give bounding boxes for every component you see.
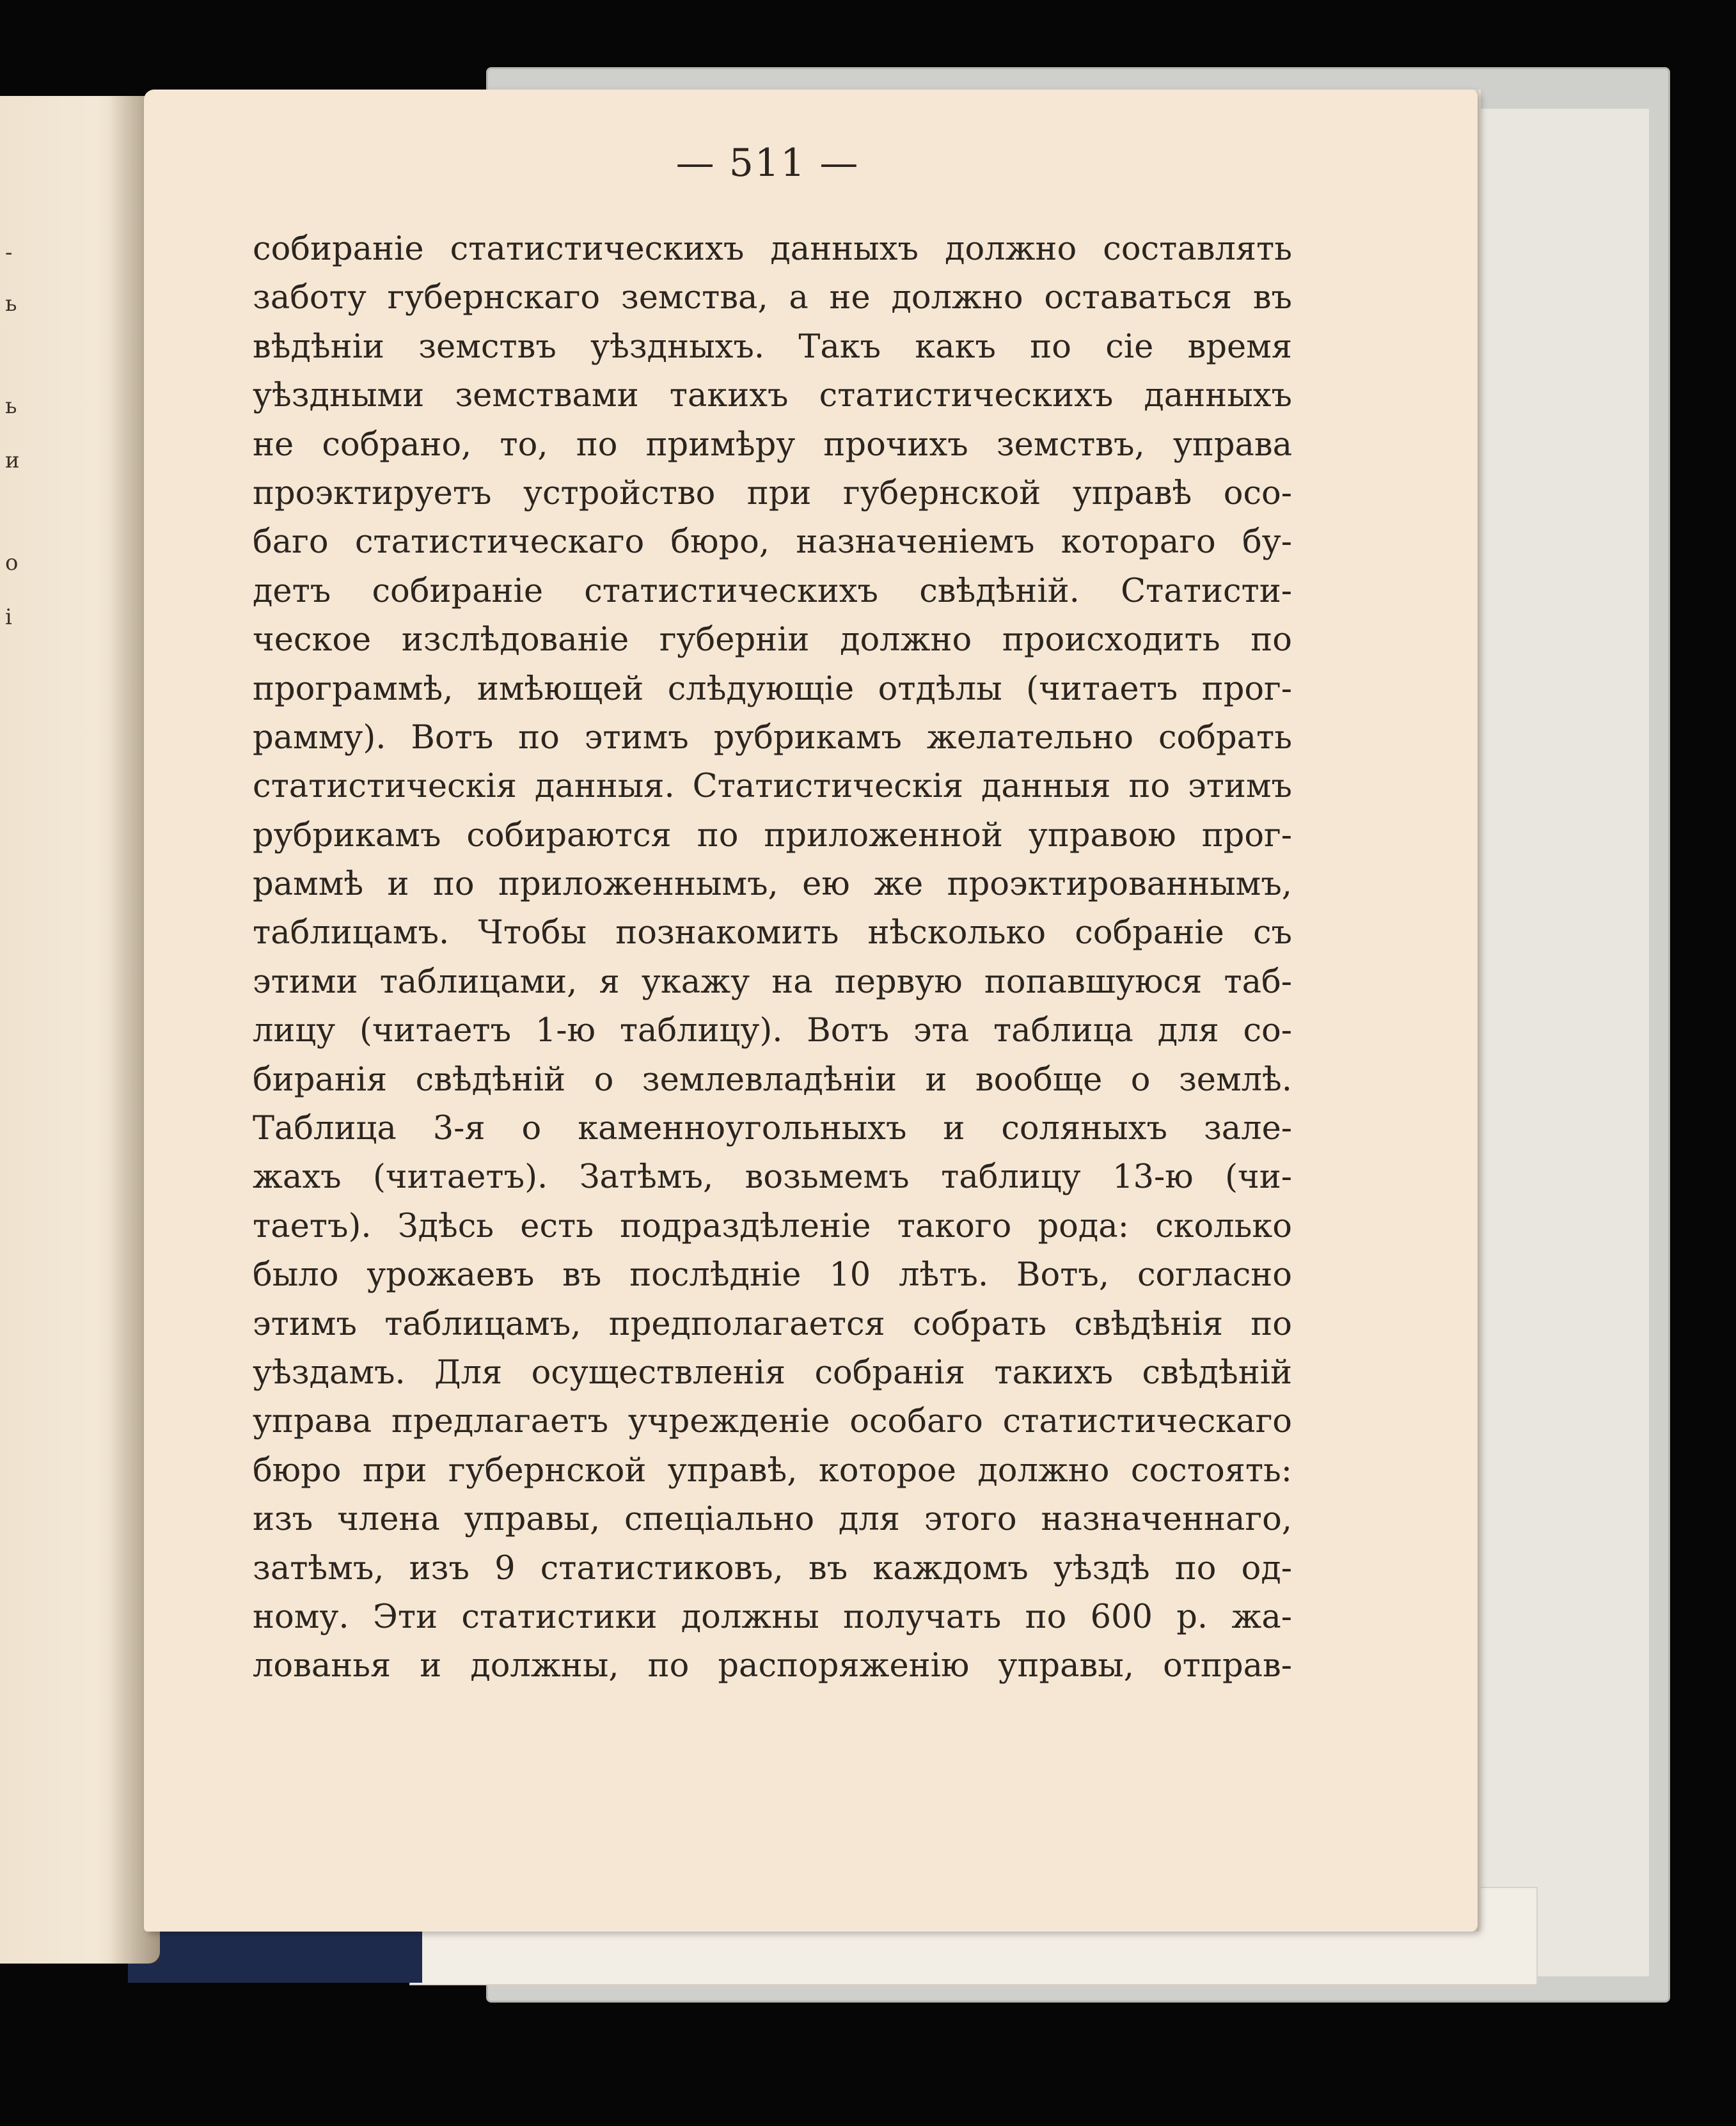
book-endpaper <box>1468 109 1649 1976</box>
text-line: баго статистическаго бюро, назначеніемъ котораго бу- <box>253 523 1292 562</box>
text-line: жахъ (читаетъ). Затѣмъ, возьмемъ таблицу 13-ю (чи- <box>253 1158 1292 1197</box>
text-line: лицу (читаетъ 1-ю таблицу). Вотъ эта таблица для со- <box>253 1012 1292 1050</box>
text-line: вѣдѣніи земствъ уѣздныхъ. Такъ какъ по сіе время <box>253 327 1292 366</box>
text-line: этими таблицами, я укажу на первую попавшуюся таб- <box>253 963 1292 1001</box>
text-line: таетъ). Здѣсь есть подраздѣленіе такого рода: сколько <box>253 1207 1292 1245</box>
text-line: рубрикамъ собираются по приложенной управою прог- <box>253 816 1292 854</box>
text-line: управа предлагаетъ учрежденіе особаго статистическаго <box>253 1403 1292 1441</box>
text-line: было урожаевъ въ послѣдніе 10 лѣтъ. Вотъ, согласно <box>253 1256 1292 1295</box>
page-number: — 511 — <box>675 141 860 185</box>
left-page-fragment: о <box>5 550 19 576</box>
text-line: затѣмъ, изъ 9 статистиковъ, въ каждомъ уѣздѣ по од- <box>253 1549 1292 1587</box>
left-page-fragment: і <box>5 604 12 630</box>
text-line: не собрано, то, по примѣру прочихъ земствъ, управа <box>253 425 1292 464</box>
left-page-fragment: - <box>5 240 13 265</box>
text-line: бюро при губернской управѣ, которое должно состоять: <box>253 1451 1292 1490</box>
page-text <box>253 225 1292 1691</box>
text-line: проэктируетъ устройство при губернской управѣ осо- <box>253 474 1292 512</box>
text-line: заботу губернскаго земства, а не должно оставаться въ <box>253 279 1292 317</box>
text-line: Таблица 3-я о каменноугольныхъ и соляныхъ зале- <box>253 1110 1292 1148</box>
text-line: детъ собираніе статистическихъ свѣдѣній. Статисти- <box>253 572 1292 610</box>
text-line: биранія свѣдѣній о землевладѣніи и вообще о землѣ. <box>253 1060 1292 1099</box>
text-line: собираніе статистическихъ данныхъ должно составлять <box>253 230 1292 268</box>
text-line: изъ члена управы, спеціально для этого назначеннаго, <box>253 1500 1292 1539</box>
left-page-fragment: ь <box>5 393 17 419</box>
text-line: таблицамъ. Чтобы познакомить нѣсколько собраніе съ <box>253 914 1292 952</box>
text-line: рамму). Вотъ по этимъ рубрикамъ желательно собрать <box>253 718 1292 757</box>
text-line: уѣздными земствами такихъ статистическихъ данныхъ <box>253 377 1292 415</box>
left-page-fragment: ь <box>5 291 17 317</box>
text-line: ческое изслѣдованіе губерніи должно происходить по <box>253 621 1292 659</box>
text-line: ному. Эти статистики должны получать по 600 р. жа- <box>253 1598 1292 1636</box>
text-line: этимъ таблицамъ, предполагается собрать свѣдѣнія по <box>253 1305 1292 1343</box>
text-line: раммѣ и по приложеннымъ, ею же проэктированнымъ, <box>253 865 1292 904</box>
text-line: программѣ, имѣющей слѣдующіе отдѣлы (читаетъ прог- <box>253 670 1292 708</box>
text-line: лованья и должны, по распоряженію управы, отправ- <box>253 1647 1292 1685</box>
text-line: статистическія данныя. Статистическія данныя по этимъ <box>253 768 1292 806</box>
left-page-fragment: и <box>5 448 20 473</box>
text-line: уѣздамъ. Для осуществленія собранія такихъ свѣдѣній <box>253 1353 1292 1392</box>
